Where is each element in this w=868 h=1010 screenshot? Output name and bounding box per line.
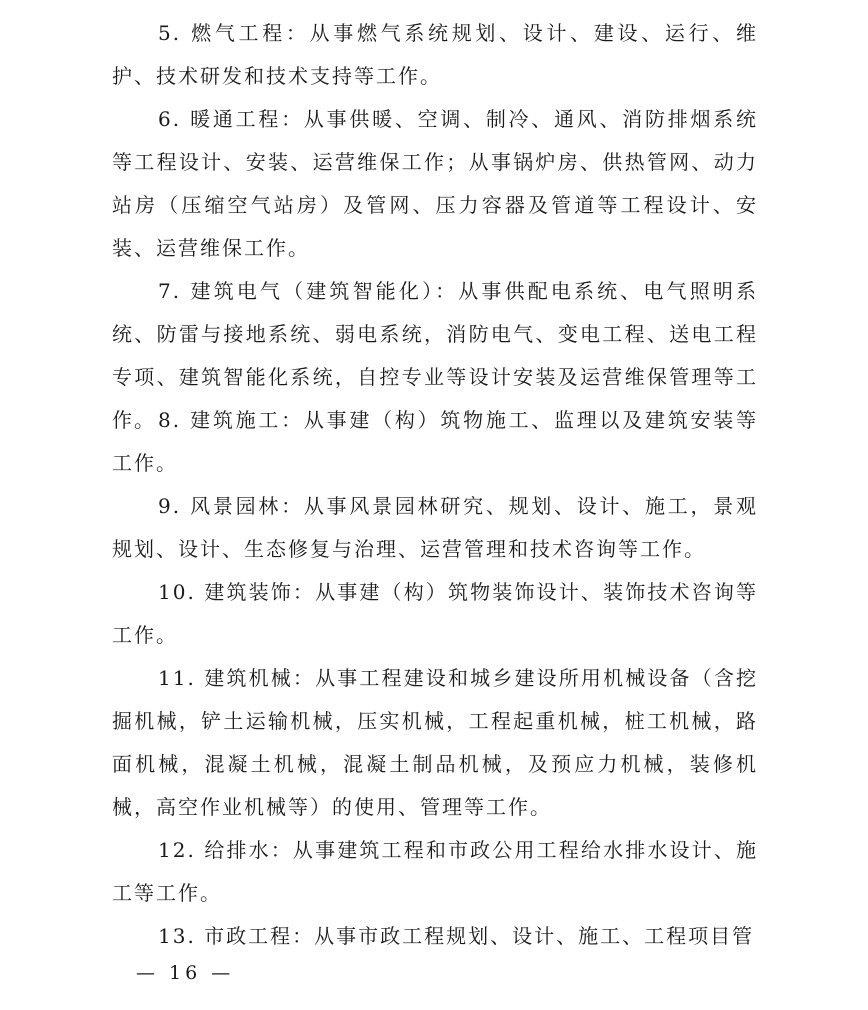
paragraph-water-supply-drainage: 12. 给排水：从事建筑工程和市政公用工程给水排水设计、施工等工作。 bbox=[112, 838, 758, 905]
paragraph-construction-machinery: 11. 建筑机械：从事工程建设和城乡建设所用机械设备（含挖掘机械，铲土运输机械，压实机械，工程起重机械，桩工机械，路面机械，混凝土机械，混凝土制品机械，及预应力机械，装修机械，高空作业机械等）的使用、管理等工作。 bbox=[112, 666, 758, 819]
paragraph-building-construction: 8. 建筑施工：从事建（构）筑物施工、监理以及建筑安装等工作。 bbox=[112, 408, 758, 475]
paragraph-gas-engineering: 5. 燃气工程：从事燃气系统规划、设计、建设、运行、维护、技术研发和技术支持等工作。 bbox=[112, 21, 758, 88]
paragraph-hvac-engineering: 6. 暖通工程：从事供暖、空调、制冷、通风、消防排烟系统等工程设计、安装、运营维保工作；从事锅炉房、供热管网、动力站房（压缩空气站房）及管网、压力容器及管道等工程设计、安装、运营维保工作。 bbox=[112, 107, 758, 260]
page-number: — 16 — bbox=[136, 962, 235, 984]
paragraph-landscape-architecture: 9. 风景园林：从事风景园林研究、规划、设计、施工，景观规划、设计、生态修复与治理、运营管理和技术咨询等工作。 bbox=[112, 494, 758, 561]
paragraph-building-decoration: 10. 建筑装饰：从事建（构）筑物装饰设计、装饰技术咨询等工作。 bbox=[112, 580, 758, 647]
paragraph-building-electrical: 7. 建筑电气（建筑智能化）：从事供配电系统、电气照明系统、防雷与接地系统、弱电系统，消防电气、变电工程、送电工程专项、建筑智能化系统，自控专业等设计安装及运营维保管理等工作。 bbox=[112, 279, 758, 432]
paragraph-municipal-engineering: 13. 市政工程：从事市政工程规划、设计、施工、工程项目管 bbox=[158, 924, 755, 948]
